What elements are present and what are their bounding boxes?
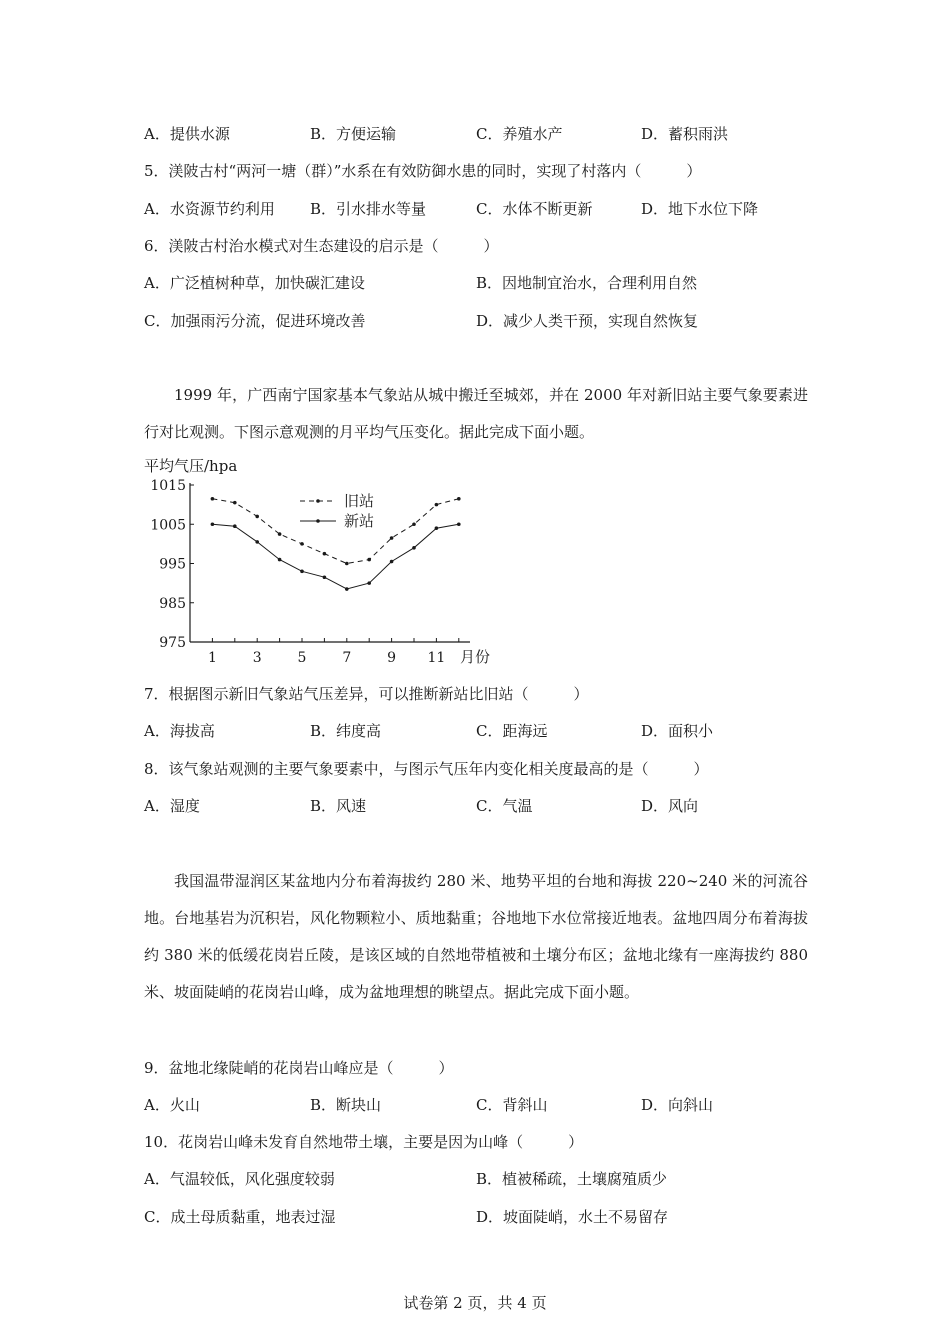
data-point bbox=[300, 542, 304, 546]
q9-option-c: C．背斜山 bbox=[476, 1096, 548, 1114]
data-point bbox=[255, 540, 259, 544]
chart-y-tick-label: 985 bbox=[159, 595, 186, 612]
data-point bbox=[255, 515, 259, 519]
chart-y-tick-label: 1015 bbox=[150, 478, 186, 494]
data-point bbox=[323, 552, 327, 556]
data-point bbox=[412, 522, 416, 526]
q9-option-d: D．向斜山 bbox=[641, 1096, 714, 1114]
data-point bbox=[390, 560, 394, 564]
chart-x-tick-label: 11 bbox=[427, 650, 446, 666]
legend-label: 旧站 bbox=[344, 492, 375, 510]
q7-option-d: D．面积小 bbox=[641, 722, 714, 740]
data-point bbox=[367, 558, 371, 562]
q4-option-b: B．方便运输 bbox=[310, 125, 397, 143]
pressure-chart-svg bbox=[140, 455, 520, 670]
chart-x-tick-label: 3 bbox=[252, 650, 262, 666]
passage-basin: 我国温带湿润区某盆地内分布着海拔约 280 米、地势平坦的台地和海拔 220~240 米的河流谷地。台地基岩为沉积岩，风化物颗粒小、质地黏重；谷地地下水位常接近地表。盆地四周分布着海拔约 380 米的低缓花岗岩丘陵，是该区域的自然地带植被和土壤分布区；盆地北缘有一座海拔约 880 米、坡面陡峭的花岗岩山峰，成为盆地理想的眺望点。据此完成下面小题。 bbox=[144, 872, 808, 1001]
q10-option-d: D．坡面陡峭，水土不易留存 bbox=[476, 1208, 669, 1226]
chart-x-tick-label: 7 bbox=[342, 650, 352, 666]
q6-stem: 6．渼陂古村治水模式对生态建设的启示是（ ） bbox=[144, 237, 499, 255]
legend-marker bbox=[316, 499, 320, 503]
data-point bbox=[211, 497, 215, 501]
q6-option-a: A．广泛植树种草，加快碳汇建设 bbox=[144, 274, 365, 292]
data-point bbox=[367, 581, 371, 585]
data-point bbox=[278, 558, 282, 562]
q8-option-d: D．风向 bbox=[641, 797, 699, 815]
data-point bbox=[345, 562, 349, 566]
series-line-new-station bbox=[212, 524, 458, 589]
chart-y-tick-label: 975 bbox=[159, 635, 186, 651]
q4-option-c: C．养殖水产 bbox=[476, 125, 563, 143]
chart-x-tick-label: 5 bbox=[297, 650, 307, 666]
data-point bbox=[435, 526, 439, 530]
q8-option-b: B．风速 bbox=[310, 797, 367, 815]
q6-option-c: C．加强雨污分流，促进环境改善 bbox=[144, 312, 366, 330]
data-point bbox=[278, 532, 282, 536]
q10-option-a: A．气温较低，风化强度较弱 bbox=[144, 1170, 335, 1188]
chart-x-tick-label: 9 bbox=[387, 650, 397, 666]
data-point bbox=[390, 536, 394, 540]
q6-option-b: B．因地制宜治水，合理利用自然 bbox=[476, 274, 698, 292]
q8-stem: 8．该气象站观测的主要气象要素中，与图示气压年内变化相关度最高的是（ ） bbox=[144, 760, 709, 778]
data-point bbox=[211, 522, 215, 526]
q6-option-d: D．减少人类干预，实现自然恢复 bbox=[476, 312, 699, 330]
data-point bbox=[300, 570, 304, 574]
chart-x-axis-label: 月份 bbox=[460, 648, 491, 666]
q10-stem: 10．花岗岩山峰未发育自然地带土壤，主要是因为山峰（ ） bbox=[144, 1133, 584, 1151]
data-point bbox=[323, 575, 327, 579]
data-point bbox=[457, 522, 461, 526]
chart-x-tick-label: 1 bbox=[207, 650, 217, 666]
q9-option-b: B．断块山 bbox=[310, 1096, 382, 1114]
q5-option-a: A．水资源节约利用 bbox=[144, 200, 275, 218]
data-point bbox=[345, 587, 349, 591]
q9-option-a: A．火山 bbox=[144, 1096, 200, 1114]
q5-option-b: B．引水排水等量 bbox=[310, 200, 427, 218]
legend-marker bbox=[316, 519, 320, 523]
chart-y-axis-label: 平均气压/hpa bbox=[144, 457, 238, 475]
chart-y-tick-label: 995 bbox=[159, 556, 186, 573]
q5-stem: 5．渼陂古村“两河一塘（群）”水系在有效防御水患的同时，实现了村落内（ ） bbox=[144, 162, 702, 180]
q8-option-a: A．湿度 bbox=[144, 797, 200, 815]
data-point bbox=[435, 503, 439, 507]
q7-stem: 7．根据图示新旧气象站气压差异，可以推断新站比旧站（ ） bbox=[144, 685, 589, 703]
legend-label: 新站 bbox=[344, 512, 375, 530]
q10-option-b: B．植被稀疏，土壤腐殖质少 bbox=[476, 1170, 668, 1188]
q5-option-c: C．水体不断更新 bbox=[476, 200, 593, 218]
chart-y-tick-label: 1005 bbox=[150, 517, 186, 534]
q5-option-d: D．地下水位下降 bbox=[641, 200, 759, 218]
series-line-old-station bbox=[212, 499, 458, 564]
passage-weather-station: 1999 年，广西南宁国家基本气象站从城中搬迁至城郊，并在 2000 年对新旧站主要气象要素进行对比观测。下图示意观测的月平均气压变化。据此完成下面小题。 bbox=[144, 386, 808, 441]
data-point bbox=[412, 546, 416, 550]
data-point bbox=[457, 497, 461, 501]
q9-stem: 9．盆地北缘陡峭的花岗岩山峰应是（ ） bbox=[144, 1059, 454, 1077]
q10-option-c: C．成土母质黏重，地表过湿 bbox=[144, 1208, 336, 1226]
data-point bbox=[233, 524, 237, 528]
q4-option-a: A．提供水源 bbox=[144, 125, 230, 143]
q7-option-a: A．海拔高 bbox=[144, 722, 215, 740]
q8-option-c: C．气温 bbox=[476, 797, 533, 815]
page-footer: 试卷第 2 页，共 4 页 bbox=[403, 1294, 547, 1312]
q7-option-c: C．距海远 bbox=[476, 722, 548, 740]
q7-option-b: B．纬度高 bbox=[310, 722, 382, 740]
pressure-chart bbox=[140, 455, 520, 670]
data-point bbox=[233, 501, 237, 505]
q4-option-d: D．蓄积雨洪 bbox=[641, 125, 729, 143]
